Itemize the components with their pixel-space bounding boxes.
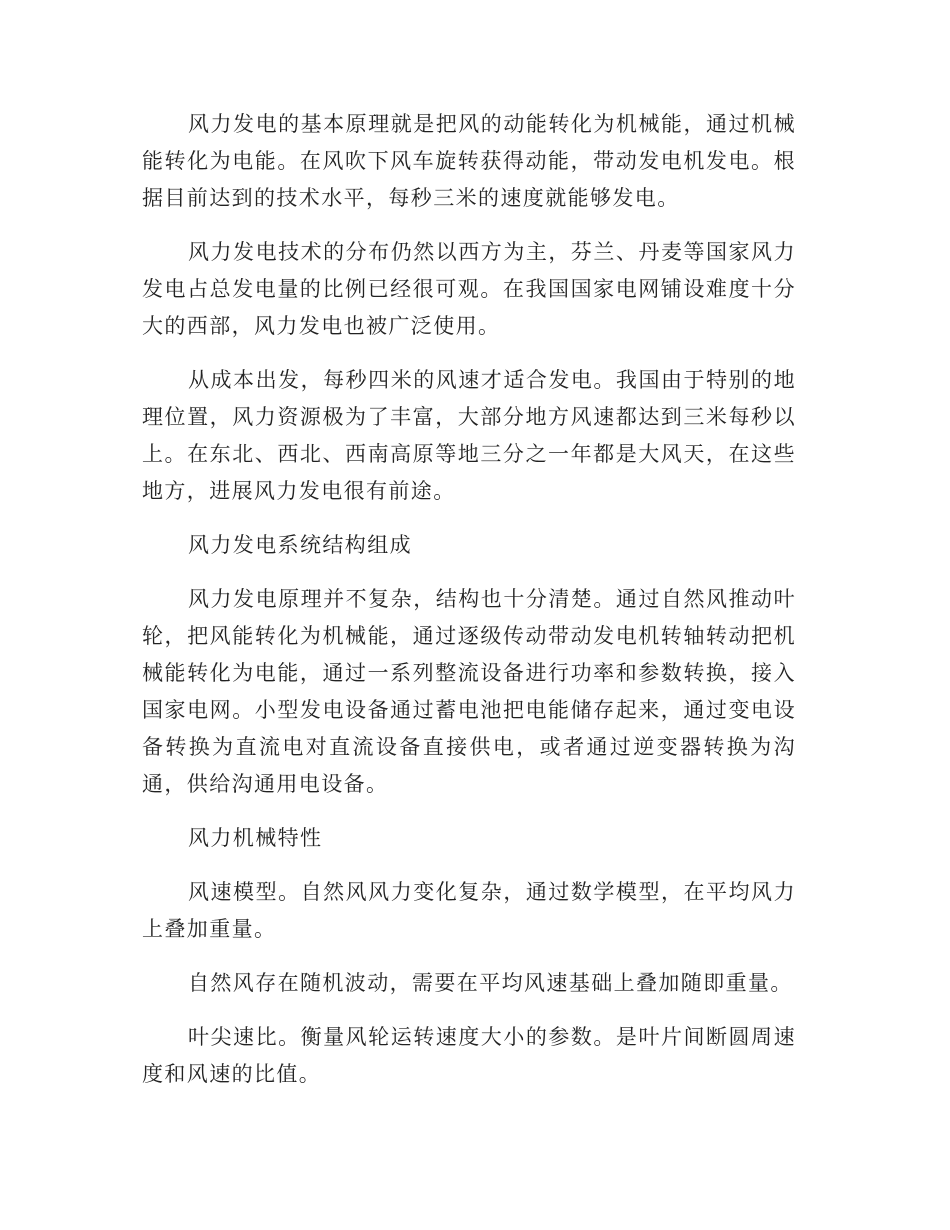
paragraph-tip-speed-ratio: 叶尖速比。衡量风轮运转速度大小的参数。是叶片间断圆周速度和风速的比值。	[142, 1025, 796, 1086]
paragraph-random-fluctuation: 自然风存在随机波动，需要在平均风速基础上叠加随即重量。	[188, 971, 793, 995]
document-body	[142, 106, 796, 1110]
section-heading-mechanical-characteristics: 风力机械特性	[188, 826, 323, 850]
paragraph-system-structure: 风力发电原理并不复杂，结构也十分清楚。通过自然风推动叶轮，把风能转化为机械能，通过逐级传动带动发电机转轴转动把机械能转化为电能，通过一系列整流设备进行功率和参数转换，接入国家电网。小型发电设备通过蓄电池把电能储存起来，通过变电设备转换为直流电对直流设备直接供电，或者通过逆变器转换为沟通，供给沟通用电设备。	[142, 587, 796, 796]
paragraph-wind-speed-model: 风速模型。自然风风力变化复杂，通过数学模型，在平均风力上叠加重量。	[142, 880, 796, 941]
paragraph-cost: 从成本出发，每秒四米的风速才适合发电。我国由于特别的地理位置，风力资源极为了丰富，大部分地方风速都达到三米每秒以上。在东北、西北、西南高原等地三分之一年都是大风天，在这些地方，进展风力发电很有前途。	[142, 368, 796, 503]
section-heading-system-structure: 风力发电系统结构组成	[188, 533, 412, 557]
paragraph-wind-principle: 风力发电的基本原理就是把风的动能转化为机械能，通过机械能转化为电能。在风吹下风车旋转获得动能，带动发电机发电。根据目前达到的技术水平，每秒三米的速度就能够发电。	[142, 112, 796, 210]
paragraph-distribution: 风力发电技术的分布仍然以西方为主，芬兰、丹麦等国家风力发电占总发电量的比例已经很可观。在我国国家电网铺设难度十分大的西部，风力发电也被广泛使用。	[142, 240, 796, 338]
